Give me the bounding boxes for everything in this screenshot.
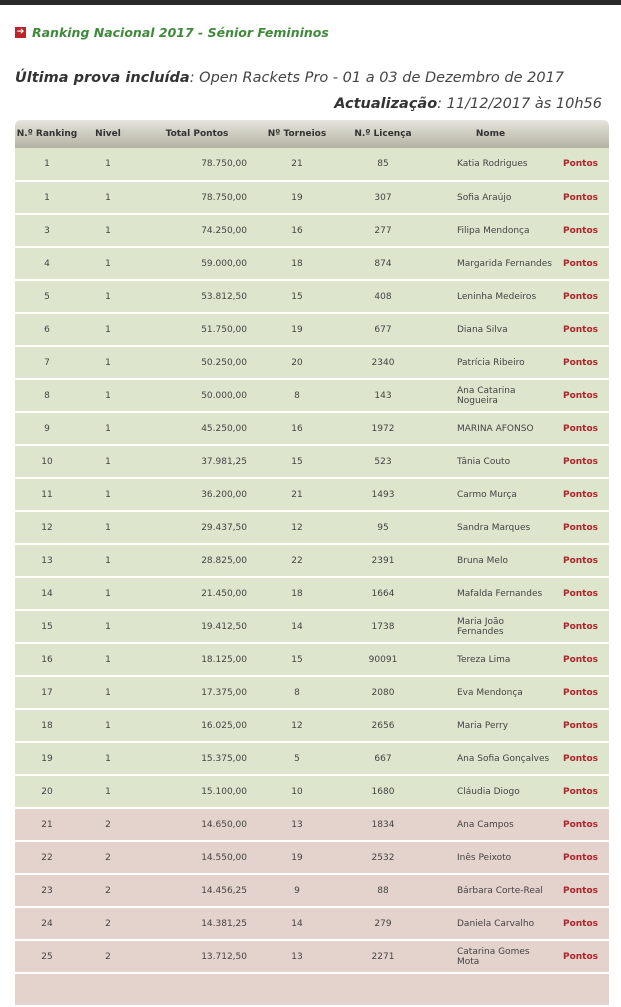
licenca-cell: 90091 [368,654,398,665]
col-nome[interactable]: Nome [475,129,506,139]
torneios-cell: 15 [291,456,303,467]
col-actions [552,120,609,148]
nivel-cell: 1 [105,588,111,599]
nivel-cell: 1 [105,357,111,368]
last-event-label: Última prova incluída [15,70,190,86]
torneios-cell: 19 [291,324,303,335]
total-pontos-cell: 15.375,00 [201,753,247,764]
torneios-cell: 10 [291,786,303,797]
torneios-cell: 18 [291,258,303,269]
nivel-cell: 1 [105,687,111,698]
pontos-link[interactable]: Pontos [562,753,598,764]
licenca-cell: 523 [374,456,392,467]
ranking-cell: 13 [41,555,53,566]
torneios-cell: 18 [291,588,303,599]
ranking-cell: 6 [44,324,50,335]
page-title [15,25,329,40]
page-title-text: Ranking Nacional 2017 - Sénior Femininos [32,25,329,40]
torneios-cell: 20 [291,357,303,368]
table-row [15,841,609,874]
pontos-link[interactable]: Pontos [562,159,598,169]
total-pontos-cell: 37.981,25 [201,456,247,467]
ranking-cell: 17 [41,687,53,698]
nome-cell: Margarida Fernandes [457,258,552,269]
total-pontos-cell: 28.825,00 [201,555,247,566]
nome-cell: Tânia Couto [457,456,511,467]
ranking-cell: 3 [44,225,50,236]
nome-cell: Maria Perry [457,720,509,731]
licenca-cell: 667 [374,753,392,764]
torneios-cell: 21 [291,159,303,169]
licenca-cell: 2080 [371,687,395,698]
licenca-cell: 2340 [371,357,395,368]
nome-cell: Cláudia Diogo [457,786,520,797]
pontos-link[interactable]: Pontos [562,522,598,533]
table-row [15,709,609,742]
ranking-cell: 1 [44,192,50,203]
total-pontos-cell: 53.812,50 [201,291,247,302]
nivel-cell: 1 [105,324,111,335]
licenca-cell: 1664 [371,588,395,599]
pontos-link[interactable]: Pontos [562,390,598,401]
col-total-pontos[interactable]: Total Pontos [165,129,229,139]
total-pontos-cell: 14.650,00 [201,819,247,830]
table-row [15,478,609,511]
licenca-cell: 2391 [371,555,395,566]
total-pontos-cell: 17.375,00 [201,687,247,698]
update-info [334,96,602,112]
pontos-link[interactable]: Pontos [562,654,598,665]
col-ranking[interactable]: N.º Ranking [16,129,78,139]
ranking-cell: 9 [44,423,50,434]
table-row [15,280,609,313]
pontos-link[interactable]: Pontos [562,423,598,434]
pontos-link[interactable]: Pontos [562,324,598,335]
nome-cell: Patrícia Ribeiro [457,357,525,368]
pontos-link[interactable]: Pontos [562,951,598,962]
total-pontos-cell: 50.250,00 [201,357,247,368]
total-pontos-cell: 21.450,00 [201,588,247,599]
table-row [15,247,609,280]
table-row [15,973,609,1006]
total-pontos-cell: 51.750,00 [201,324,247,335]
table-row [15,313,609,346]
table-row [15,577,609,610]
ranking-cell: 22 [41,852,53,863]
table-row [15,610,609,643]
pontos-link[interactable]: Pontos [562,687,598,698]
licenca-cell: 2532 [371,852,395,863]
nome-cell: Bruna Melo [457,555,508,566]
ranking-cell: 5 [44,291,50,302]
total-pontos-cell: 14.550,00 [201,852,247,863]
nivel-cell: 1 [105,390,111,401]
total-pontos-cell: 15.100,00 [201,786,247,797]
nome-cell: Ana Sofia Gonçalves [457,753,550,764]
ranking-cell: 19 [41,753,53,764]
table-row [15,940,609,973]
nome-cell: Sofia Araújo [457,192,512,203]
nome-cell: Sandra Marques [457,522,531,533]
licenca-cell: 85 [377,159,389,169]
pontos-link[interactable]: Pontos [562,357,598,368]
nivel-cell: 1 [105,621,111,632]
licenca-cell: 95 [377,522,389,533]
nome-cell: Katia Rodrigues [457,159,528,169]
total-pontos-cell [137,973,257,1006]
nivel-cell: 1 [105,159,111,169]
table-row [15,874,609,907]
ranking-table [15,120,609,1007]
pontos-link[interactable]: Pontos [562,192,598,203]
torneios-cell: 21 [291,489,303,500]
update-value: : 11/12/2017 às 10h56 [437,96,602,112]
licenca-cell [337,973,429,1006]
nivel-cell: 1 [105,720,111,731]
licenca-cell: 277 [374,225,392,236]
ranking-cell: 10 [41,456,53,467]
total-pontos-cell: 50.000,00 [201,390,247,401]
torneios-cell: 8 [294,687,300,698]
nome-cell: Filipa Mendonça [457,225,530,236]
pontos-link[interactable]: Pontos [562,885,598,896]
nivel-cell: 2 [105,819,111,830]
table-row [15,544,609,577]
ranking-cell: 8 [44,390,50,401]
ranking-cell: 14 [41,588,53,599]
torneios-cell: 13 [291,819,303,830]
nivel-cell: 1 [105,258,111,269]
nivel-cell: 1 [105,192,111,203]
nivel-cell: 1 [105,654,111,665]
pontos-link[interactable]: Pontos [562,225,598,236]
ranking-cell: 1 [44,159,50,169]
nivel-cell: 1 [105,753,111,764]
torneios-cell: 19 [291,852,303,863]
col-torneios[interactable]: Nº Torneios [267,129,327,139]
total-pontos-cell: 78.750,00 [201,192,247,203]
col-licenca[interactable]: N.º Licença [354,129,412,139]
torneios-cell: 14 [291,918,303,929]
nivel-cell: 2 [105,852,111,863]
licenca-cell: 1738 [371,621,395,632]
table-row [15,412,609,445]
torneios-cell: 19 [291,192,303,203]
licenca-cell: 2271 [371,951,395,962]
last-event [15,70,564,86]
nivel-cell [79,973,137,1006]
ranking-cell: 4 [44,258,50,269]
ranking-cell [15,973,79,1006]
pontos-link[interactable]: Pontos [562,456,598,467]
total-pontos-cell: 13.712,50 [201,951,247,962]
licenca-cell: 1972 [371,423,395,434]
nome-cell: Daniela Carvalho [457,918,535,929]
total-pontos-cell: 19.412,50 [201,621,247,632]
torneios-cell: 16 [291,423,303,434]
licenca-cell: 874 [374,258,392,269]
ranking-cell: 20 [41,786,53,797]
table-row [15,742,609,775]
licenca-cell: 1834 [371,819,395,830]
nivel-cell: 1 [105,225,111,236]
nome-cell: Ana Campos [457,819,514,830]
pontos-link[interactable]: Pontos [562,258,598,269]
table-row [15,775,609,808]
licenca-cell: 279 [374,918,392,929]
nivel-cell: 1 [105,786,111,797]
table-row [15,907,609,940]
licenca-cell: 143 [374,390,392,401]
torneios-cell: 12 [291,720,303,731]
pontos-link[interactable]: Pontos [562,291,598,302]
table-row [15,676,609,709]
pontos-link[interactable]: Pontos [562,555,598,566]
table-row [15,214,609,247]
torneios-cell: 22 [291,555,303,566]
ranking-cell: 12 [41,522,53,533]
pontos-link[interactable]: Pontos [562,819,598,830]
licenca-cell: 307 [374,192,392,203]
total-pontos-cell: 78.750,00 [201,159,247,169]
nome-cell: Carmo Murça [457,489,517,500]
nivel-cell: 2 [105,951,111,962]
ranking-cell: 23 [41,885,53,896]
nome-cell: Eva Mendonça [457,687,523,698]
torneios-cell: 5 [294,753,300,764]
total-pontos-cell: 16.025,00 [201,720,247,731]
ranking-cell: 21 [41,819,53,830]
nivel-cell: 1 [105,522,111,533]
table-row [15,181,609,214]
table-row [15,808,609,841]
pontos-link[interactable]: Pontos [562,720,598,731]
torneios-cell: 12 [291,522,303,533]
pontos-link[interactable]: Pontos [562,588,598,599]
torneios-cell: 14 [291,621,303,632]
last-event-value: : Open Rackets Pro - 01 a 03 de Dezembro de 2017 [189,70,565,86]
table-header [15,120,609,148]
total-pontos-cell: 14.381,25 [201,918,247,929]
pontos-link[interactable]: Pontos [562,852,598,863]
ranking-cell: 18 [41,720,53,731]
update-label: Actualização [334,96,438,112]
total-pontos-cell: 45.250,00 [201,423,247,434]
table-row [15,511,609,544]
nome-cell: Ana Catarina Nogueira [457,385,516,406]
top-nav-bar [0,0,621,5]
licenca-cell: 88 [377,885,389,896]
ranking-cell: 25 [41,951,53,962]
nome-cell: MARINA AFONSO [457,423,534,434]
nome-cell: Inês Peixoto [457,852,512,863]
torneios-cell [257,973,337,1006]
nome-cell: Tereza Lima [457,654,511,665]
nivel-cell: 2 [105,885,111,896]
table-row [15,148,609,181]
total-pontos-cell: 18.125,00 [201,654,247,665]
licenca-cell: 1493 [371,489,395,500]
total-pontos-cell: 74.250,00 [201,225,247,236]
licenca-cell: 677 [374,324,392,335]
nome-cell: Bárbara Corte-Real [457,885,543,896]
pontos-link[interactable] [552,973,609,1006]
torneios-cell: 13 [291,951,303,962]
ranking-cell: 24 [41,918,53,929]
nivel-cell: 1 [105,555,111,566]
ranking-cell: 11 [41,489,53,500]
pontos-link[interactable]: Pontos [562,918,598,929]
torneios-cell: 15 [291,291,303,302]
nome-cell: Maria João Fernandes [457,616,505,637]
table-row [15,643,609,676]
total-pontos-cell: 14.456,25 [201,885,247,896]
arrow-right-icon: ➔ [16,27,25,37]
pontos-link[interactable]: Pontos [562,786,598,797]
total-pontos-cell: 59.000,00 [201,258,247,269]
nome-cell: Catarina Gomes Mota [457,946,530,967]
licenca-cell: 1680 [371,786,395,797]
table-row [15,379,609,412]
licenca-cell: 408 [374,291,392,302]
nome-cell: Diana Silva [457,324,508,335]
table-row [15,445,609,478]
ranking-cell: 16 [41,654,53,665]
torneios-cell: 8 [294,390,300,401]
nivel-cell: 1 [105,423,111,434]
torneios-cell: 16 [291,225,303,236]
torneios-cell: 9 [294,885,300,896]
pontos-link[interactable]: Pontos [562,489,598,500]
pontos-link[interactable]: Pontos [562,621,598,632]
nivel-cell: 2 [105,918,111,929]
nome-cell: Mafalda Fernandes [457,588,543,599]
ranking-cell: 7 [44,357,50,368]
ranking-cell: 15 [41,621,53,632]
nome-cell: Leninha Medeiros [457,291,537,302]
nivel-cell: 1 [105,489,111,500]
table-row [15,346,609,379]
nivel-cell: 1 [105,456,111,467]
nivel-cell: 1 [105,291,111,302]
licenca-cell: 2656 [371,720,395,731]
total-pontos-cell: 29.437,50 [201,522,247,533]
nome-cell [429,973,552,1006]
total-pontos-cell: 36.200,00 [201,489,247,500]
col-nivel[interactable]: Nivel [95,129,121,139]
torneios-cell: 15 [291,654,303,665]
